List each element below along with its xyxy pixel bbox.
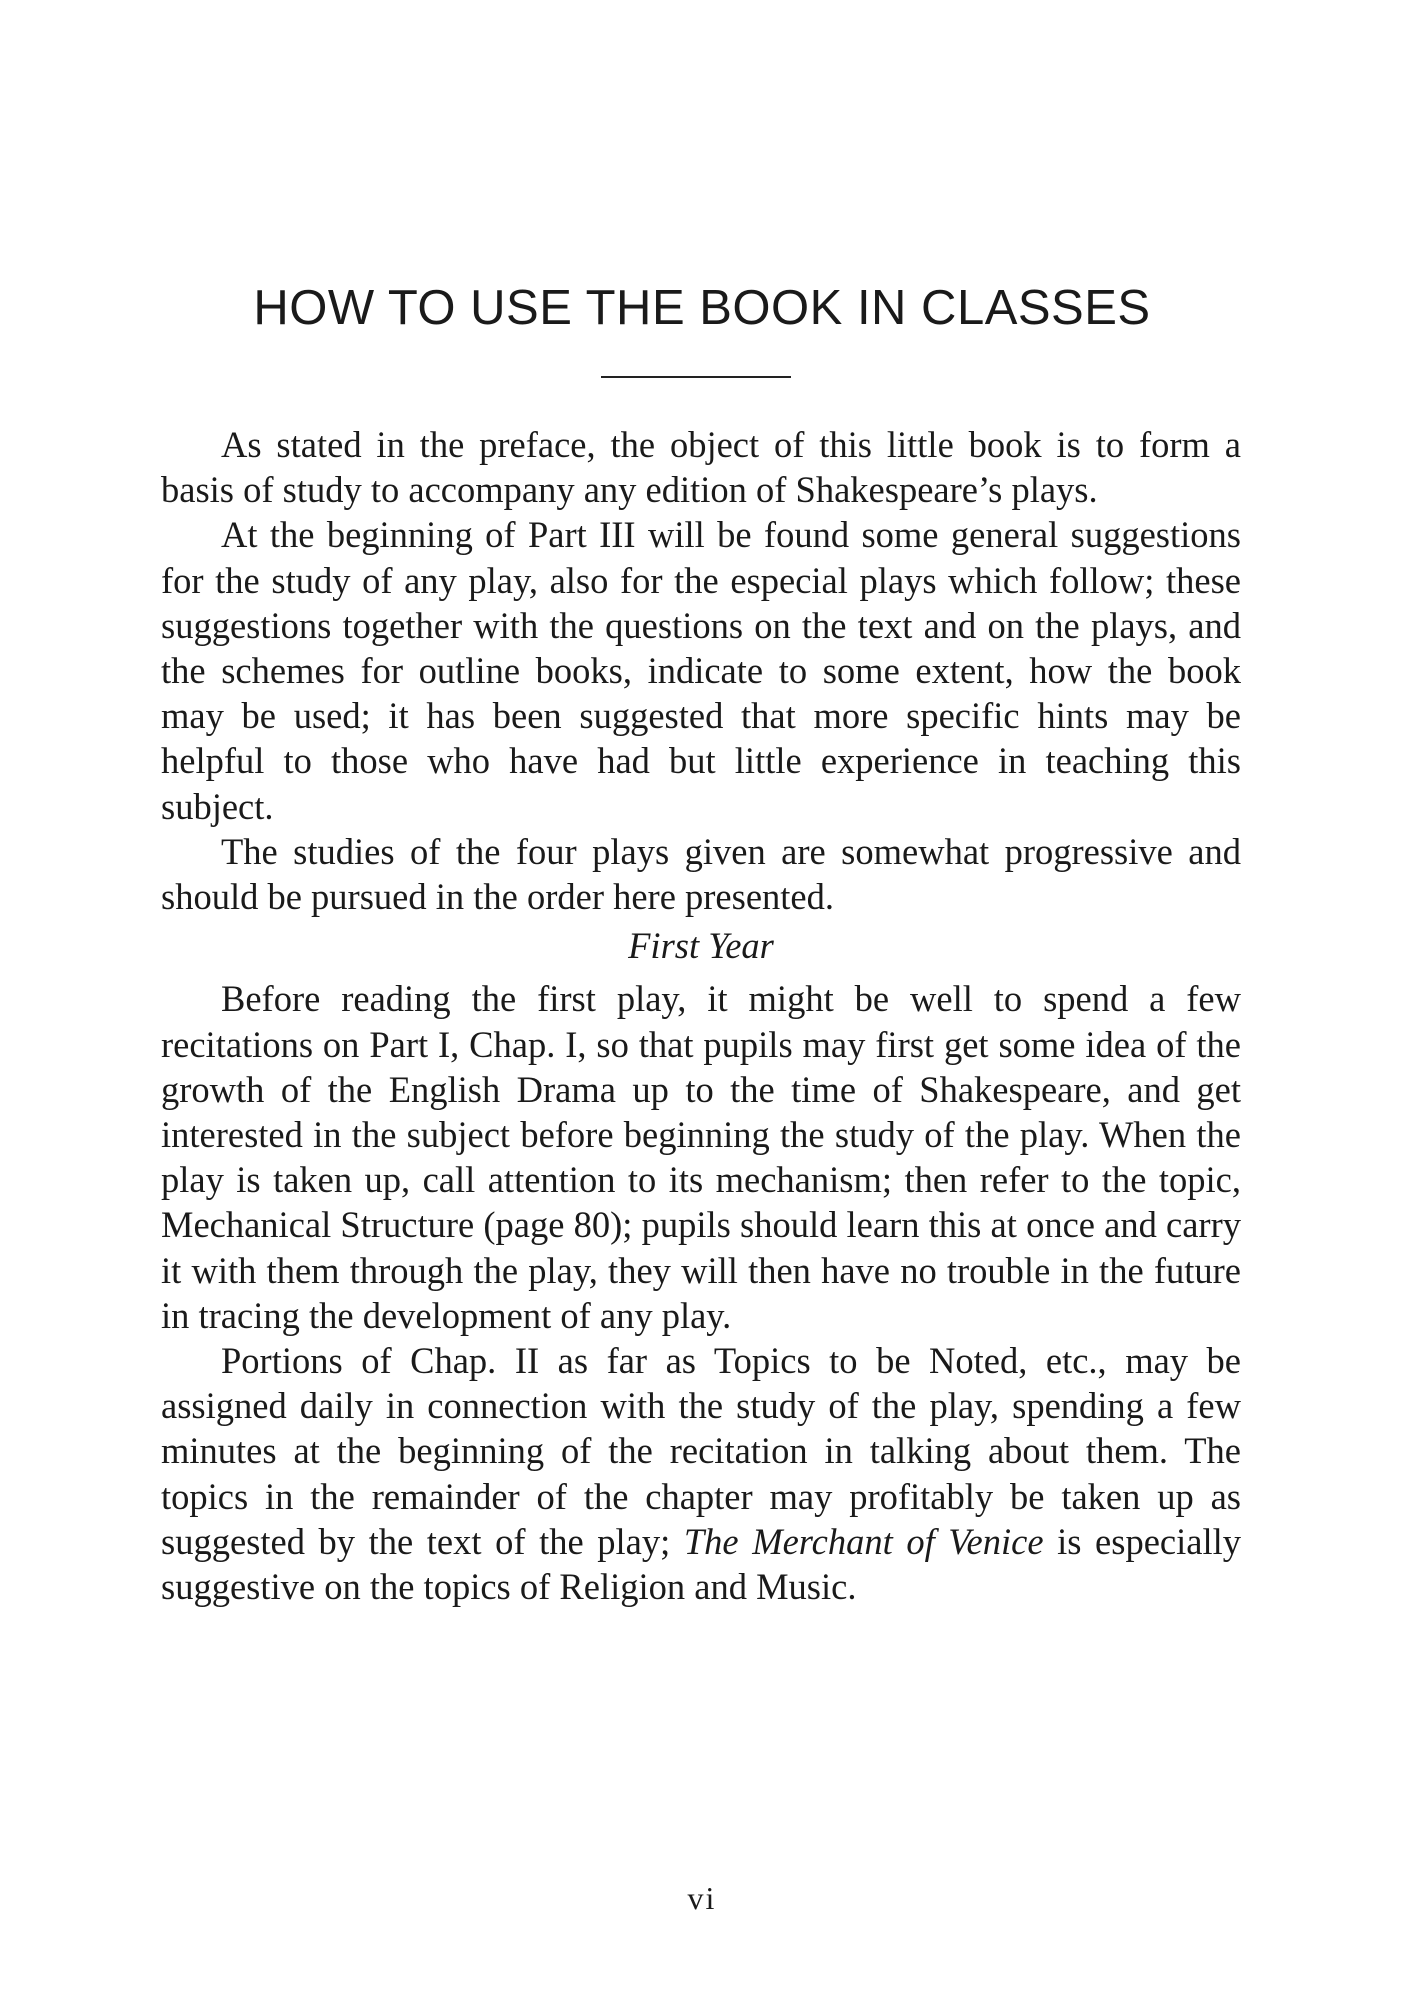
paragraph-2: At the beginning of Part III will be found some general suggestions for the study of any play, also for the especial plays which follow; these suggestions together with the questions on the text and on the plays, and the schemes for outline books, indicate to some extent, how the book may be used; it has been suggested that more specific hints may be helpful to those who have had but little experience in teaching this subject. xyxy=(161,514,1241,827)
paragraph-5-text-start: Portions of Chap. II as far as Topics to be Noted, etc., may be assigned daily in connection with the study of the play, spending a few minutes at the beginning of the recitation in talking about them. The topics in the remainder of the chapter may profitably be taken up as suggested by the text of the play; xyxy=(161,1340,1241,1562)
section-heading: First Year xyxy=(628,925,774,967)
page-number: vi xyxy=(687,1880,717,1916)
paragraph-5 xyxy=(161,1338,1241,1609)
play-title: The Merchant of Venice xyxy=(683,1520,1044,1562)
paragraph-3: The studies of the four plays given are somewhat progressive and should be pursued in the order here presented. xyxy=(161,830,1241,918)
page-title: HOW TO USE THE BOOK IN CLASSES xyxy=(253,281,1151,335)
paragraph-4: Before reading the first play, it might be well to spend a few recitations on Part I, Chap. I, so that pupils may first get some idea of the growth of the English Drama up to the time of Shakespeare, and get interested in the subject before beginning the study of the play. When the play is taken up, call attention to its mechanism; then refer to the topic, Mechanical Structure (page 80); pupils should learn this at once and carry it with them through the play, they will then have no trouble in the future in tracing the development of any play. xyxy=(161,978,1241,1336)
body-text xyxy=(161,422,1241,1609)
paragraph-1: As stated in the preface, the object of this little book is to form a basis of study to accompany any edition of Shakespeare’s plays. xyxy=(161,424,1241,511)
title-divider xyxy=(601,376,791,378)
paragraph-5-text-end: is especially suggestive on the topics of Religion and Music. xyxy=(161,1520,1241,1608)
